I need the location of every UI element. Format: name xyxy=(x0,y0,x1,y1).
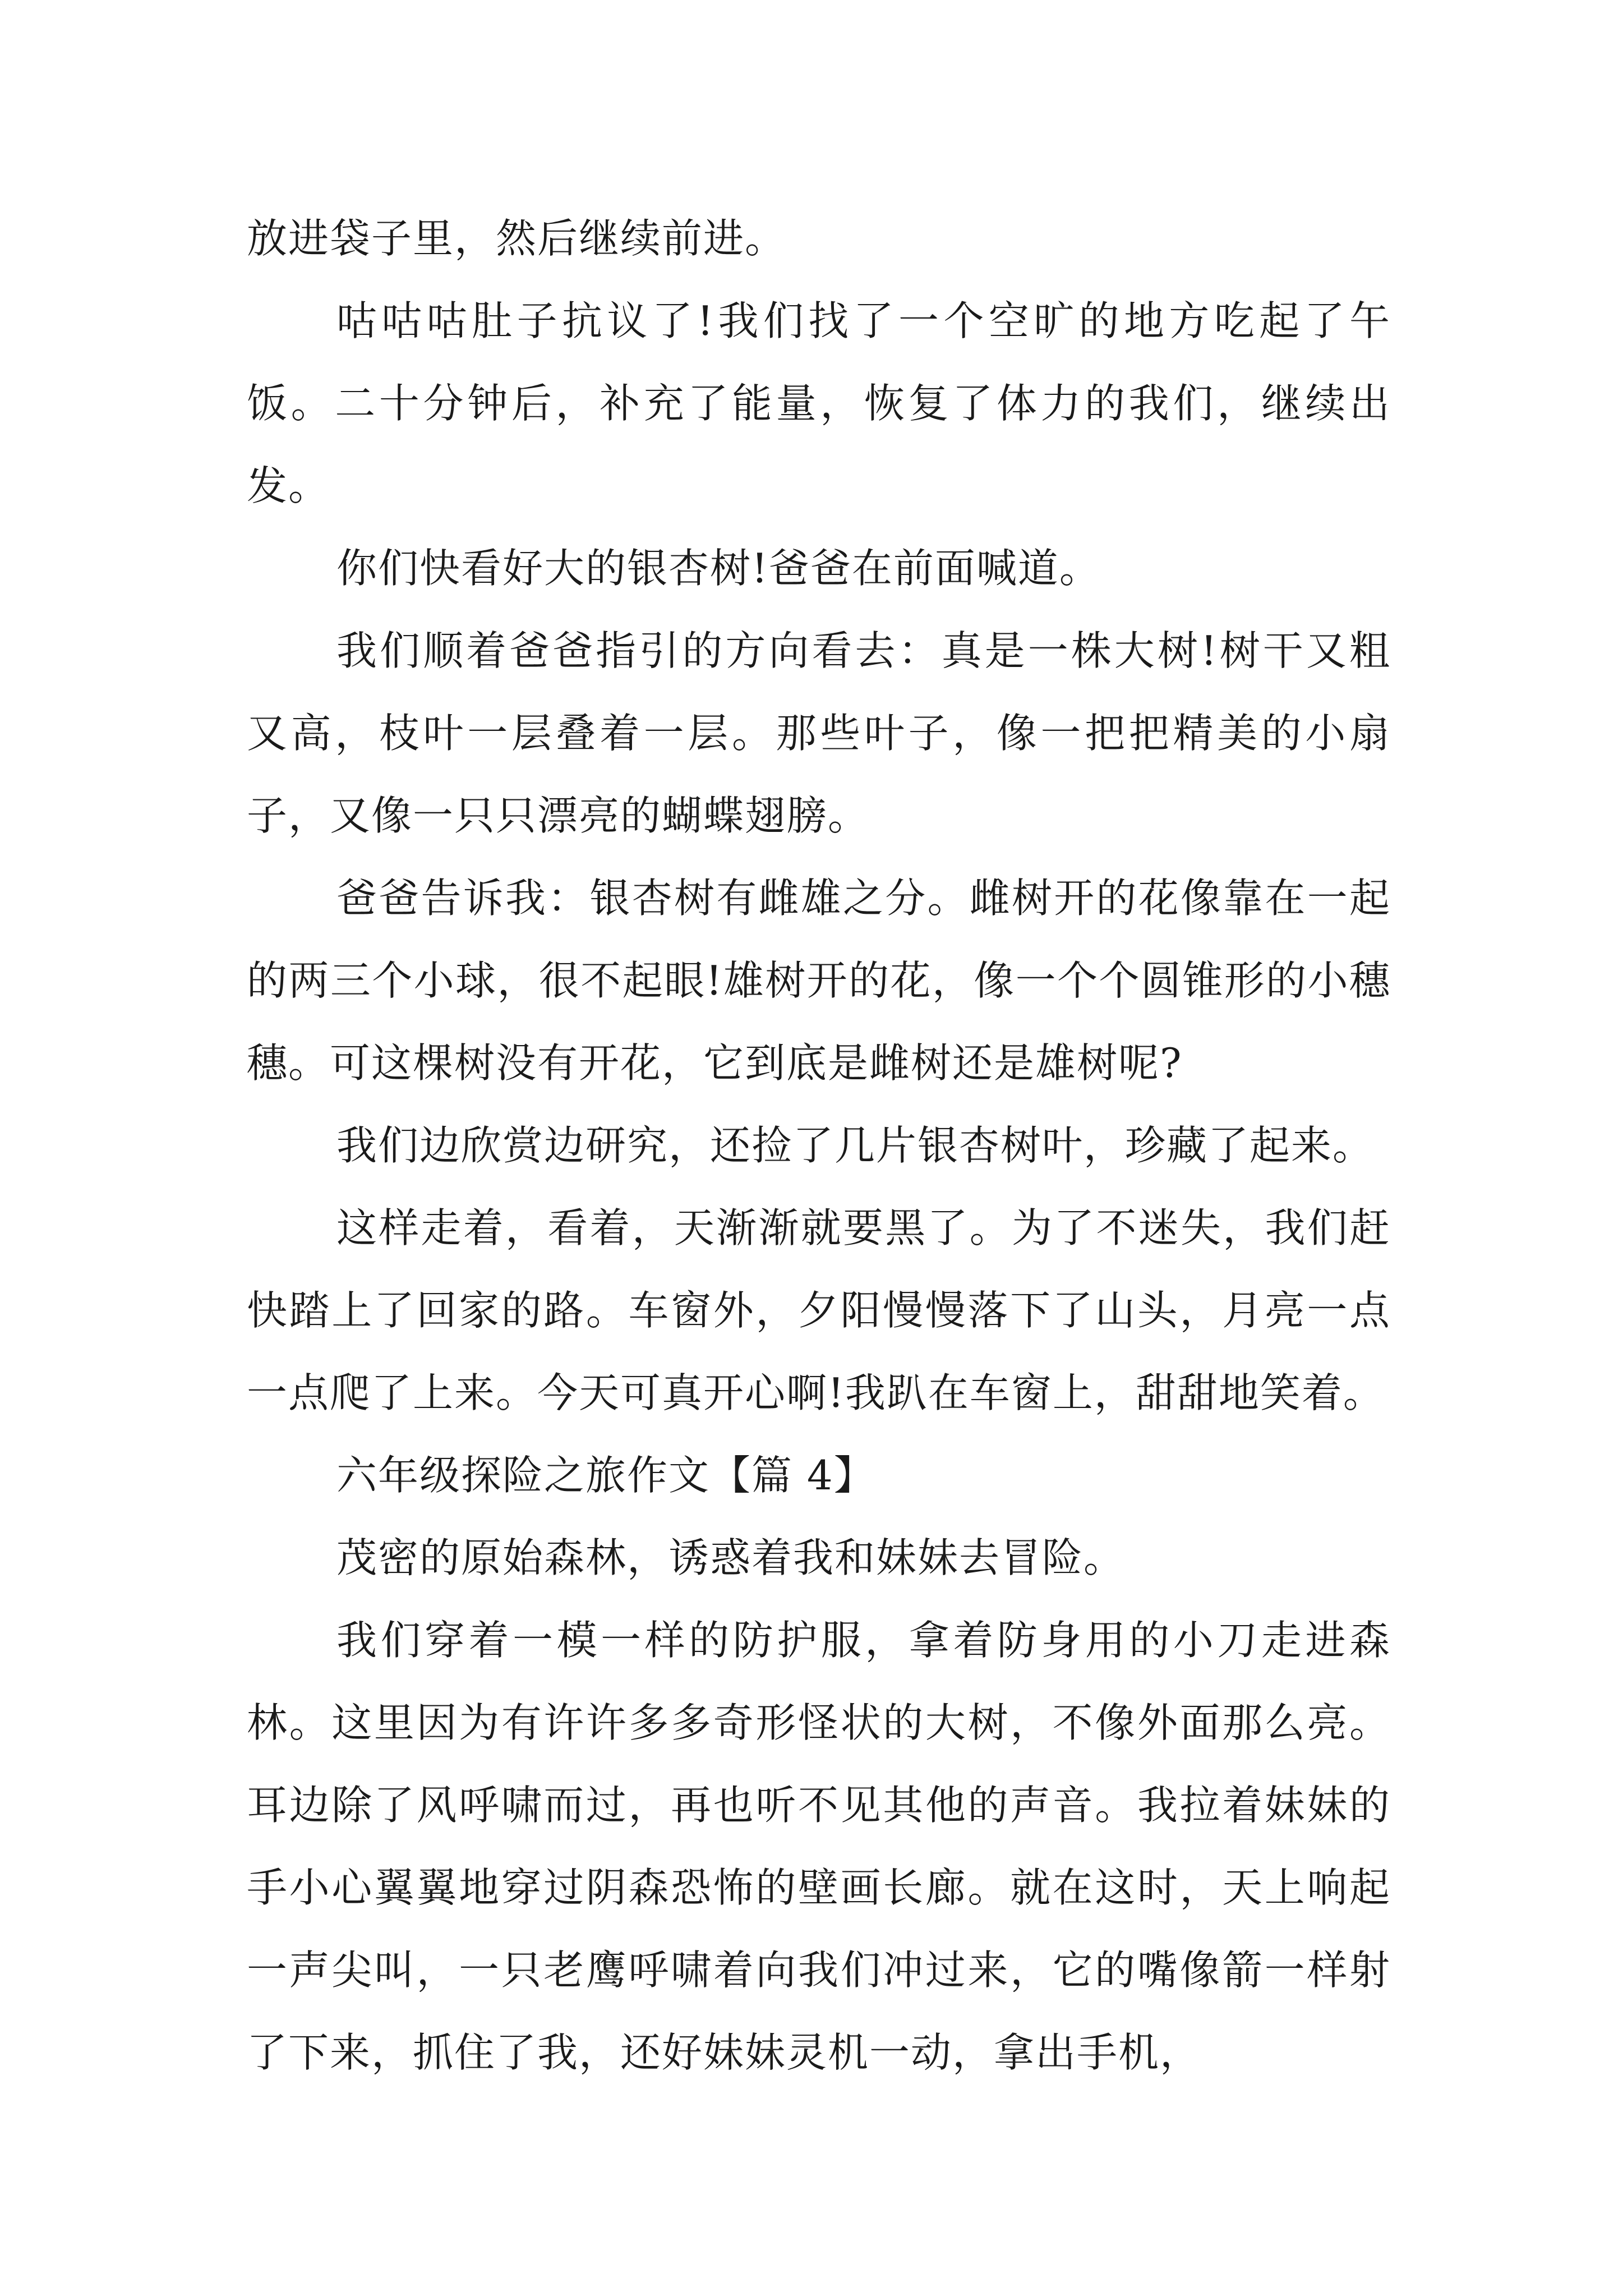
paragraph-continuation: 放进袋子里，然后继续前进。 xyxy=(247,215,787,262)
paragraph: 茂密的原始森林，诱惑着我和妹妹去冒险。 xyxy=(336,1534,1126,1581)
document-body xyxy=(247,197,1391,2094)
paragraph: 你们快看好大的银杏树!爸爸在前面喊道。 xyxy=(336,545,1101,592)
paragraph: 咕咕咕肚子抗议了!我们找了一个空旷的地方吃起了午饭。二十分钟后，补充了能量，恢复了体力的我们，继续出发。 xyxy=(247,297,1391,509)
paragraph: 我们边欣赏边研究，还捡了几片银杏树叶，珍藏了起来。 xyxy=(336,1122,1375,1169)
paragraph: 我们穿着一模一样的防护服，拿着防身用的小刀走进森林。这里因为有许许多多奇形怪状的大树，不像外面那么亮。耳边除了风呼啸而过，再也听不见其他的声音。我拉着妹妹的手小心翼翼地穿过阴森恐怖的壁画长廊。就在这时，天上响起一声尖叫，一只老鹰呼啸着向我们冲过来，它的嘴像箭一样射了下来，抓住了我，还好妹妹灵机一动，拿出手机， xyxy=(247,1617,1391,2076)
paragraph: 爸爸告诉我：银杏树有雌雄之分。雌树开的花像靠在一起的两三个小球，很不起眼!雄树开的花，像一个个圆锥形的小穗穗。可这棵树没有开花，它到底是雌树还是雄树呢? xyxy=(247,875,1391,1087)
paragraph: 我们顺着爸爸指引的方向看去：真是一株大树!树干又粗又高，枝叶一层叠着一层。那些叶子，像一把把精美的小扇子，又像一只只漂亮的蝴蝶翅膀。 xyxy=(247,627,1391,839)
section-heading: 六年级探险之旅作文【篇 4】 xyxy=(336,1452,875,1499)
paragraph: 这样走着，看着，天渐渐就要黑了。为了不迷失，我们赶快踏上了回家的路。车窗外，夕阳慢慢落下了山头，月亮一点一点爬了上来。今天可真开心啊!我趴在车窗上，甜甜地笑着。 xyxy=(247,1204,1391,1416)
